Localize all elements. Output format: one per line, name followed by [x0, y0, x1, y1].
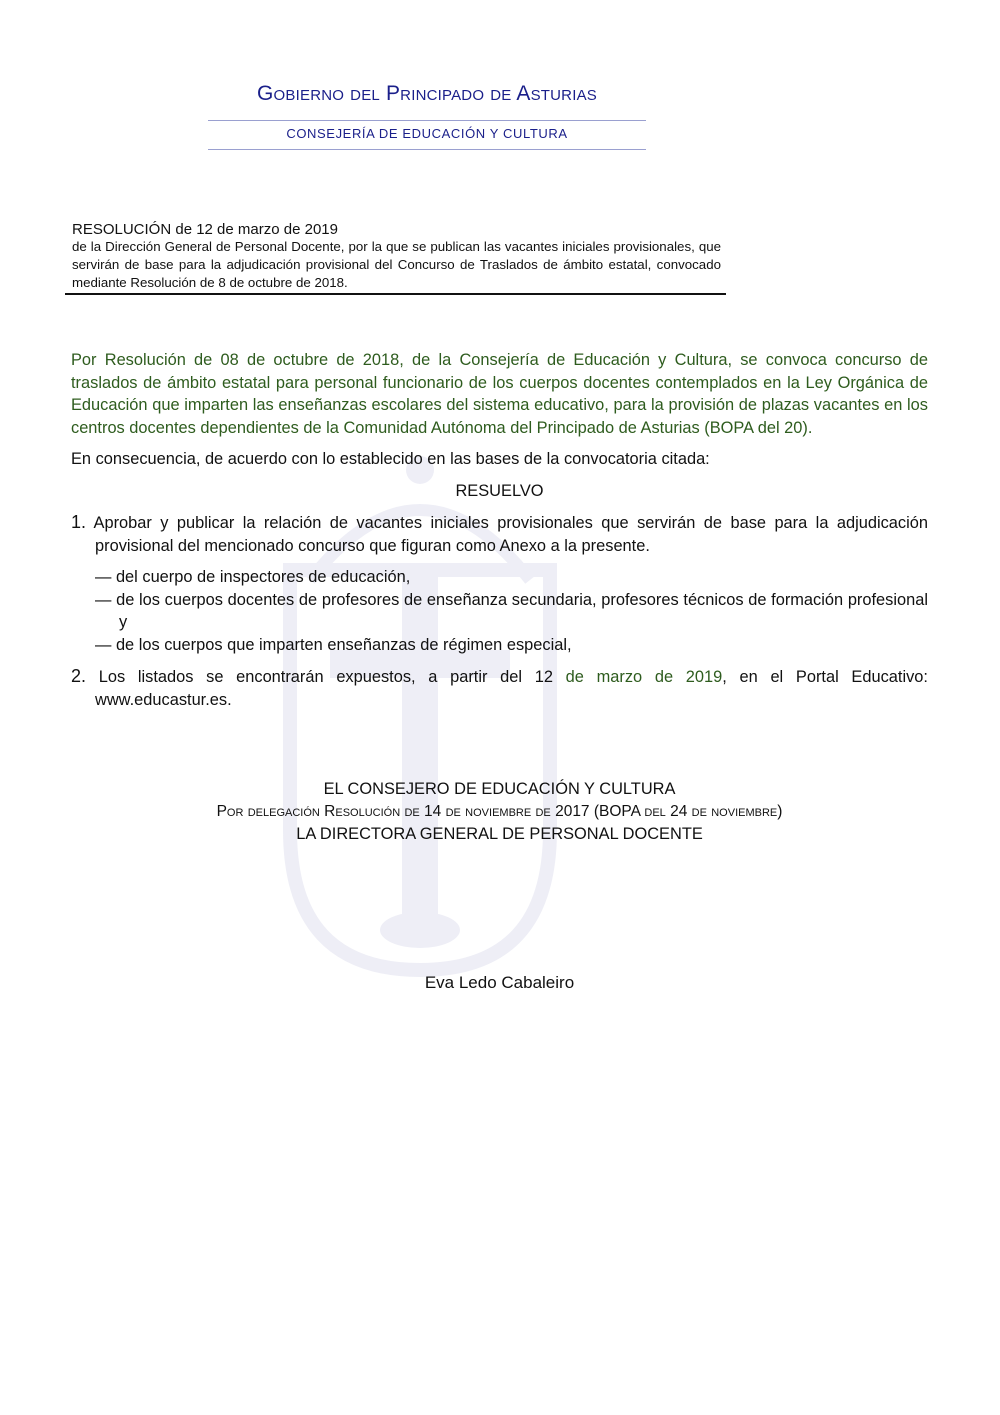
resuelvo-heading: RESUELVO: [455, 481, 544, 500]
item-1-text: Aprobar y publicar la relación de vacantes iniciales provisionales que servirán de base para la adjudicación provisional del mencionado concurso que figuran como Anexo a la presente.: [93, 514, 928, 555]
list-item: — de los cuerpos docentes de profesores de enseñanza secundaria, profesores técnicos de formación profesional y: [95, 590, 928, 631]
item-2-text-b: , en el Portal Educativo: www.educastur.es.: [95, 668, 928, 709]
resolution-item-2: [71, 665, 928, 711]
header-divider-top: [208, 120, 646, 121]
resolution-item-1: [71, 511, 928, 557]
item-2-text-a: Los listados se encontrarán expuestos, a partir del 12: [98, 668, 553, 686]
signer-name: Eva Ledo Cabaleiro: [424, 973, 575, 992]
government-title: Gobierno del Principado de Asturias: [257, 82, 597, 105]
list-item: — del cuerpo de inspectores de educación,: [95, 568, 411, 586]
resolution-divider: [65, 293, 726, 295]
list-item: — de los cuerpos que imparten enseñanzas de régimen especial,: [95, 635, 572, 654]
signature-line-2: Por delegación Resolución de 14 de noviembre de 2017 (BOPA del 24 de noviembre): [216, 802, 783, 820]
resolution-heading: [72, 221, 721, 292]
resolution-description: de la Dirección General de Personal Docente, por la que se publican las vacantes iniciales provisionales, que servirán de base para la adjudicación provisional del Concurso de Traslados de ámbito estatal, convocado mediante Resolución de 8 de octubre de 2018.: [72, 239, 721, 290]
consejeria-title: CONSEJERÍA DE EDUCACIÓN Y CULTURA: [286, 126, 568, 141]
cuerpos-list: [95, 566, 928, 656]
signature-line-3: LA DIRECTORA GENERAL DE PERSONAL DOCENTE: [296, 825, 703, 843]
intro-paragraph: Por Resolución de 08 de octubre de 2018, de la Consejería de Educación y Cultura, se convoca concurso de traslados de ámbito estatal para personal funcionario de los cuerpos docentes contemplados en la Ley Orgánica de Educación que imparten las enseñanzas escolares del sistema educativo, para la provisión de plazas vacantes en los centros docentes dependientes de la Comunidad Autónoma del Principado de Asturias (BOPA del 20).: [71, 351, 928, 437]
item-2-number: 2.: [71, 666, 87, 686]
signature-block: [71, 778, 928, 846]
document-body: [71, 349, 928, 720]
item-2-date: de marzo de 2019: [565, 668, 723, 686]
header-divider-bottom: [208, 149, 646, 150]
consequence-paragraph: En consecuencia, de acuerdo con lo establecido en las bases de la convocatoria citada:: [71, 450, 710, 468]
resolution-title: RESOLUCIÓN de 12 de marzo de 2019: [72, 221, 338, 238]
item-1-number: 1.: [71, 512, 87, 532]
signature-line-1: EL CONSEJERO DE EDUCACIÓN Y CULTURA: [323, 780, 676, 798]
